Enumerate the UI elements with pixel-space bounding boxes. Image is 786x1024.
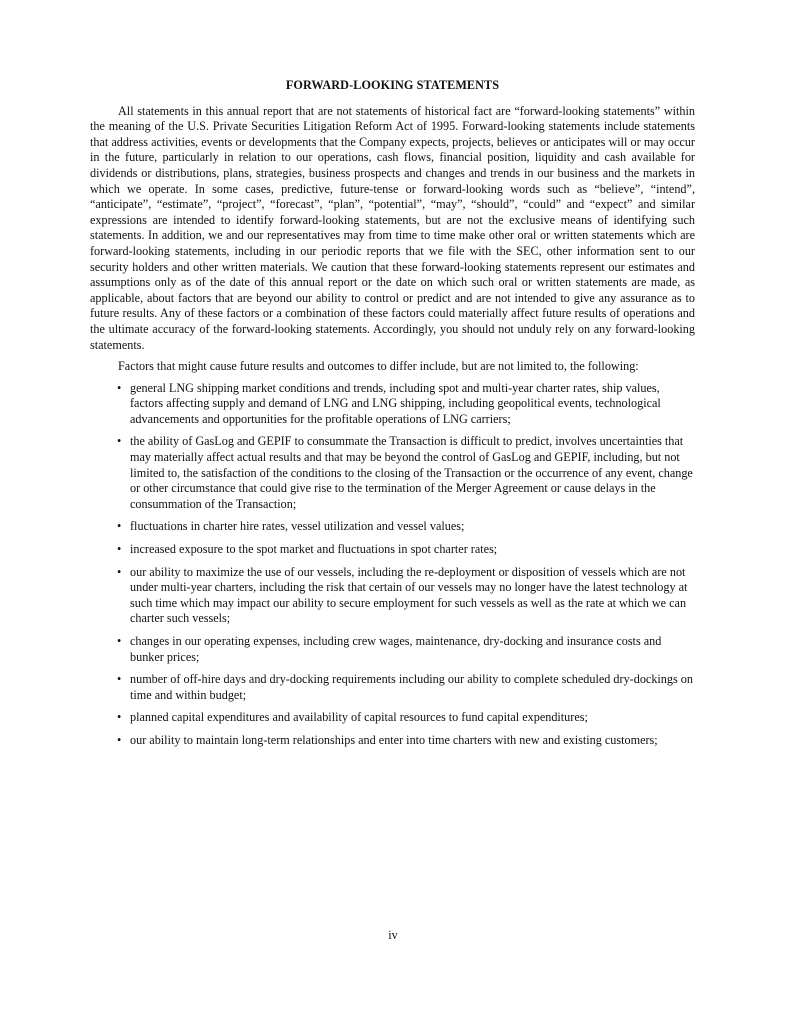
document-page bbox=[90, 78, 695, 756]
list-item bbox=[90, 542, 695, 558]
bullet-icon: • bbox=[117, 672, 122, 687]
bullet-icon: • bbox=[117, 732, 122, 747]
bullet-icon: • bbox=[117, 380, 122, 395]
list-item bbox=[90, 733, 695, 749]
list-item-text: planned capital expenditures and availability of capital resources to fund capital expenditures; bbox=[130, 710, 588, 725]
bullet-icon: • bbox=[117, 634, 122, 648]
list-item-text: changes in our operating expenses, including crew wages, maintenance, dry-docking and insurance costs and bunker prices; bbox=[130, 634, 662, 664]
bullet-icon: • bbox=[117, 710, 122, 725]
factors-lead-paragraph: Factors that might cause future results and outcomes to differ include, but are not limited to, the following: bbox=[118, 359, 639, 374]
list-item-text: general LNG shipping market conditions and trends, including spot and multi-year charter rates, ship values, factors affecting supply and demand of LNG and LNG shipping, including geopolitical events, technological advancements and opportunities for the profitable operations of LNG carriers; bbox=[130, 380, 661, 426]
list-item bbox=[90, 519, 695, 535]
list-item-text: the ability of GasLog and GEPIF to consummate the Transaction is difficult to predict, involves uncertainties that may materially affect actual results and that may be beyond the control of GasLog and GEPIF, including, but not limited to, the satisfaction of the conditions to the closing of the Transaction or the occurrence of any event, change or other circumstance that could give rise to the termination of the Merger Agreement or cause delays in the consummation of the Transaction; bbox=[130, 434, 693, 511]
list-item bbox=[90, 672, 695, 703]
list-item-text: our ability to maximize the use of our vessels, including the re-deployment or disposition of vessels which are not under multi-year charters, including the risk that certain of our vessels may no longer have the latest technology at such time which may impact our ability to secure employment for such vessels as well as the rate at which we can charter such vessels; bbox=[130, 564, 688, 626]
list-item-text: number of off-hire days and dry-docking requirements including our ability to complete scheduled dry-dockings on time and within budget; bbox=[130, 672, 693, 702]
list-item bbox=[90, 710, 695, 726]
list-item bbox=[90, 565, 695, 627]
page-number: iv bbox=[388, 928, 398, 942]
risk-factor-list bbox=[90, 381, 695, 749]
bullet-icon: • bbox=[117, 564, 122, 579]
bullet-icon: • bbox=[117, 519, 122, 534]
list-item bbox=[90, 381, 695, 428]
list-item-text: increased exposure to the spot market and fluctuations in spot charter rates; bbox=[130, 542, 498, 557]
list-item-text: our ability to maintain long-term relationships and enter into time charters with new and existing customers; bbox=[130, 732, 658, 747]
bullet-icon: • bbox=[117, 434, 122, 449]
section-title: FORWARD-LOOKING STATEMENTS bbox=[285, 78, 500, 92]
list-item bbox=[90, 434, 695, 512]
intro-paragraph: All statements in this annual report that are not statements of historical fact are “forward-looking statements” within the meaning of the U.S. Private Securities Litigation Reform Act of 1995. Forward-looking statements include statements that address activities, events or developments that the Company expects, projects, believes or anticipates will or may occur in the future, particularly in relation to our operations, cash flows, financial position, liquidity and cash available for dividends or distributions, plans, strategies, business prospects and changes and trends in our business and the markets in which we operate. In some cases, predictive, future-tense or forward-looking words such as “believe”, “intend”, “anticipate”, “estimate”, “project”, “forecast”, “plan”, “potential”, “may”, “should”, “could” and “expect” and similar expressions are intended to identify forward-looking statements, but are not the exclusive means of identifying such statements. In addition, we and our representatives may from time to time make other oral or written statements which are forward-looking statements, including in our periodic reports that we file with the SEC, other information sent to our security holders and other written materials. We caution that these forward-looking statements represent our estimates and assumptions only as of the date of this annual report or the date on which such oral or written statements are made, as applicable, about factors that are beyond our ability to control or predict and are not intended to give any assurance as to future results. Any of these factors or a combination of these factors could materially affect future results of operations and the ultimate accuracy of the forward-looking statements. Accordingly, you should not unduly rely on any forward-looking statements. bbox=[90, 103, 695, 352]
list-item-text: fluctuations in charter hire rates, vessel utilization and vessel values; bbox=[130, 519, 465, 534]
bullet-icon: • bbox=[117, 542, 122, 557]
list-item bbox=[90, 634, 695, 665]
